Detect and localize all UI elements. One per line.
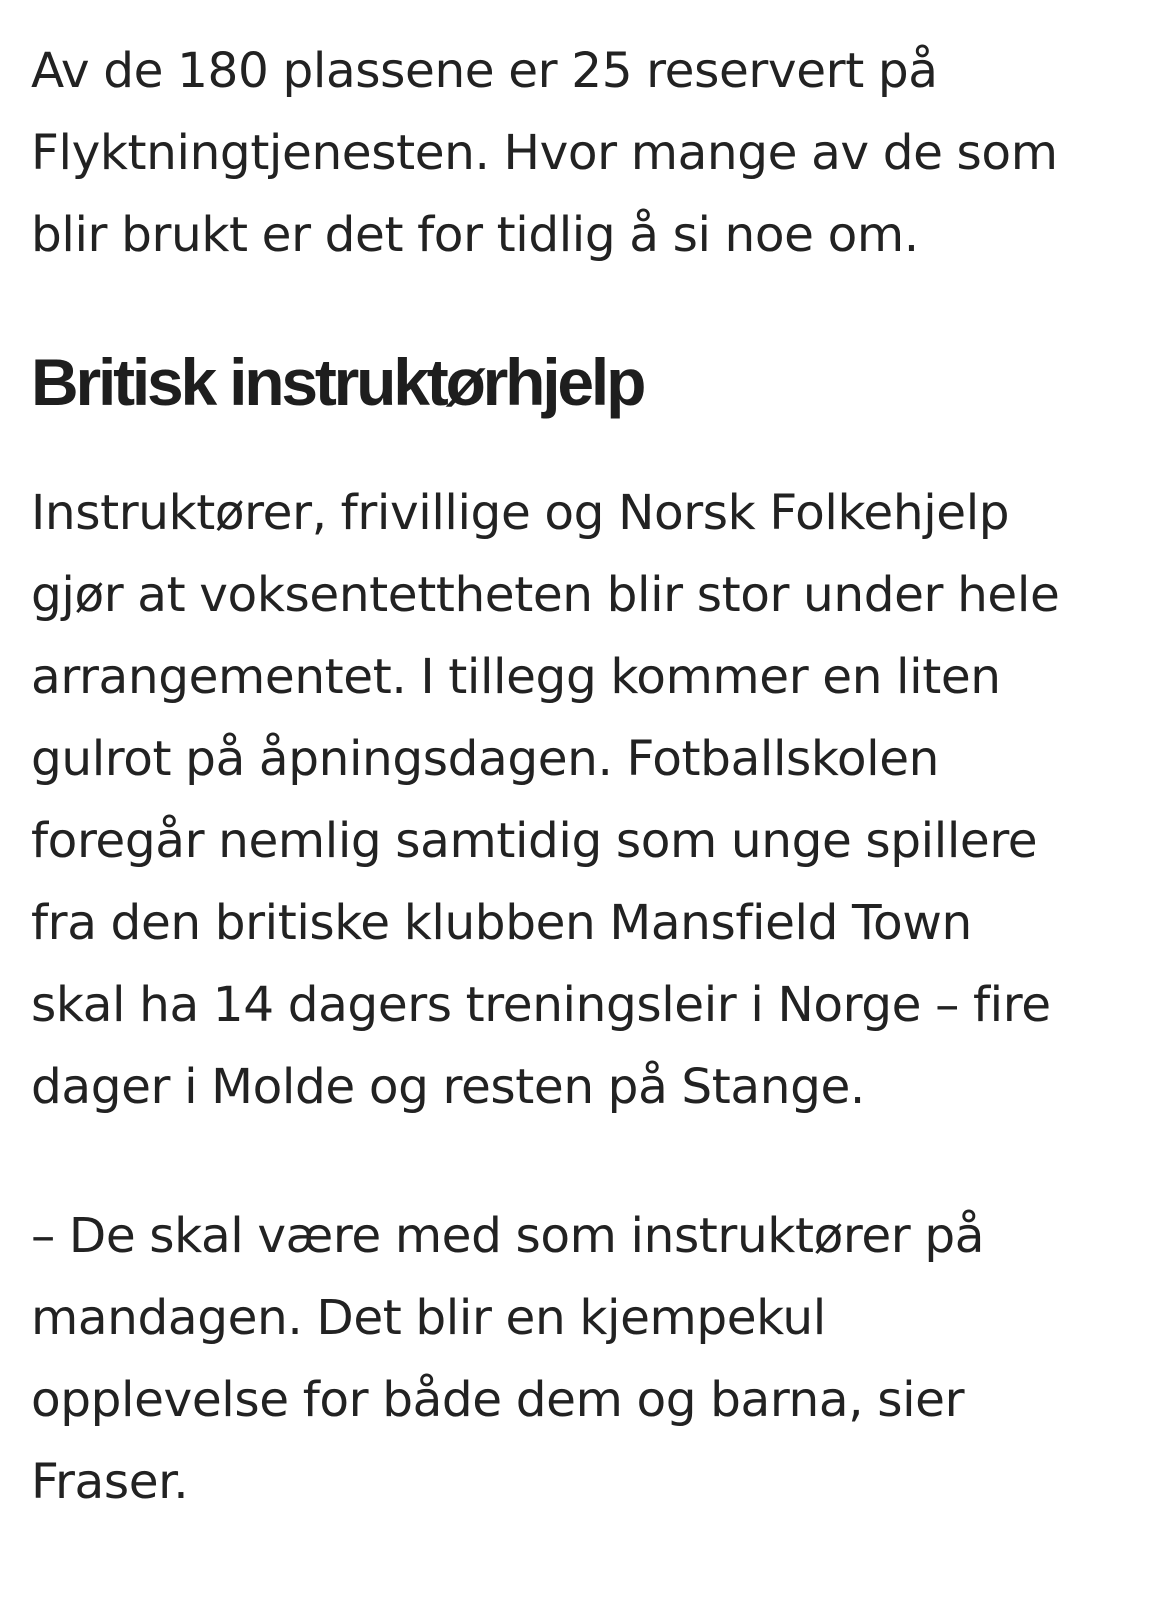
paragraph-line: gulrot på åpningsdagen. Fotballskolen xyxy=(31,731,939,787)
paragraph-line: gjør at voksentettheten blir stor under hele xyxy=(31,567,1060,623)
paragraph-line: dager i Molde og resten på Stange. xyxy=(31,1059,865,1115)
paragraph-line: arrangementet. I tillegg kommer en liten xyxy=(31,649,1001,705)
paragraph-line: opplevelse for både dem og barna, sier xyxy=(31,1372,965,1428)
paragraph-line: foregår nemlig samtidig som unge spillere xyxy=(31,813,1038,869)
paragraph-line: Flyktningtjenesten. Hvor mange av de som xyxy=(31,125,1058,181)
section-heading: Britisk instruktørhjelp xyxy=(31,345,644,419)
paragraph-line: Fraser. xyxy=(31,1454,189,1510)
paragraph-line: mandagen. Det blir en kjempekul xyxy=(31,1290,826,1346)
paragraph-line: – De skal være med som instruktører på xyxy=(31,1208,985,1264)
paragraph-line: skal ha 14 dagers treningsleir i Norge – fire xyxy=(31,977,1051,1033)
intro-paragraph xyxy=(31,30,1058,276)
paragraph-line: Av de 180 plassene er 25 reservert på xyxy=(31,43,938,99)
quote-paragraph xyxy=(31,1195,984,1523)
paragraph-line: Instruktører, frivillige og Norsk Folkehjelp xyxy=(31,485,1010,541)
body-paragraph xyxy=(31,472,1059,1128)
paragraph-line: blir brukt er det for tidlig å si noe om. xyxy=(31,207,919,263)
paragraph-line: fra den britiske klubben Mansfield Town xyxy=(31,895,972,951)
